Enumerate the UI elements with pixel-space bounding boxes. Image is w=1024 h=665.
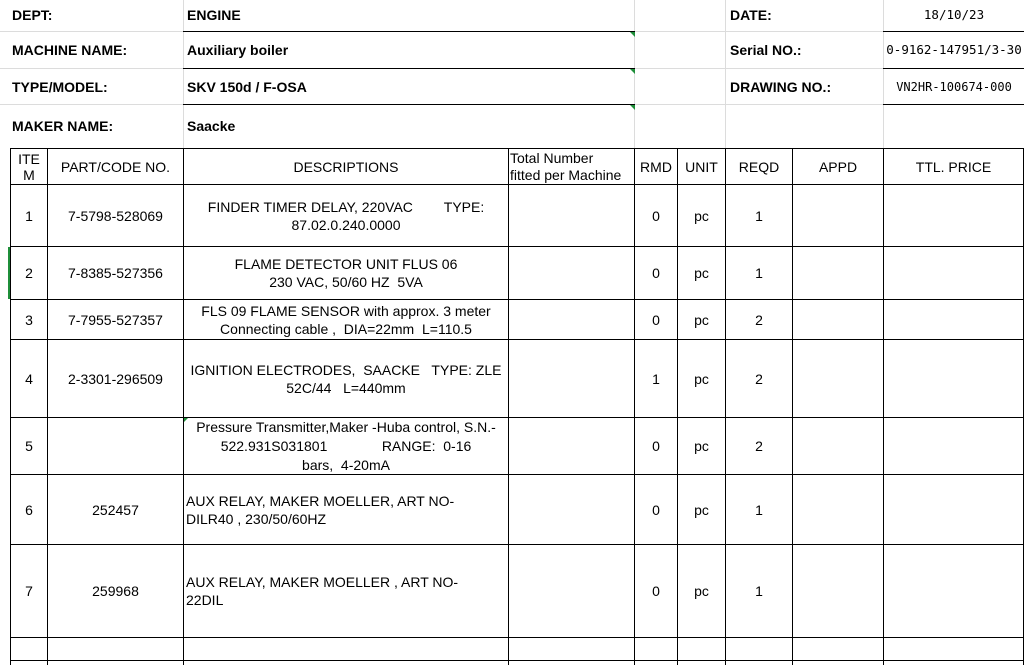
row-item-cell[interactable]: 6: [25, 501, 33, 518]
col-header-part[interactable]: PART/CODE NO.: [60, 158, 171, 175]
maker-name-value[interactable]: Saacke: [187, 118, 236, 134]
row-desc-cell[interactable]: [185, 545, 508, 637]
row-rmd-cell[interactable]: 1: [652, 370, 660, 387]
row-unit-cell[interactable]: pc: [694, 265, 709, 281]
desc-line: IGNITION ELECTRODES, SAACKE TYPE: ZLE: [190, 361, 502, 378]
desc-line: Pressure Transmitter,Maker -Huba control, S.N.-: [196, 418, 496, 435]
desc-line: AUX RELAY, MAKER MOELLER, ART NO-: [186, 492, 455, 509]
serial-value[interactable]: 0-9162-147951/3-30: [886, 42, 1022, 57]
row-desc-cell[interactable]: [184, 418, 508, 474]
row-rmd-cell[interactable]: 0: [652, 583, 660, 599]
gridline: [183, 0, 184, 148]
col-header-item-line2: M: [23, 166, 35, 183]
row-rmd-cell[interactable]: 0: [652, 438, 660, 454]
row-rmd-cell[interactable]: 0: [652, 501, 660, 518]
col-header-total-line2: fitted per Machine: [510, 166, 622, 183]
row-part-cell[interactable]: 7-7955-527357: [68, 311, 163, 328]
drawing-no-label: DRAWING NO.:: [730, 78, 832, 95]
col-header-total[interactable]: [510, 149, 634, 184]
desc-line: 87.02.0.240.0000: [291, 216, 401, 233]
comment-marker-icon: [630, 32, 635, 37]
selection-edge: [8, 247, 10, 299]
desc-line: DILR40 , 230/50/60HZ: [186, 510, 327, 527]
row-part-cell[interactable]: 259968: [92, 583, 139, 599]
maker-name-label: MAKER NAME:: [12, 118, 114, 134]
row-item-cell[interactable]: 5: [25, 438, 33, 454]
desc-line: 22DIL: [186, 592, 224, 608]
table-border: [883, 148, 884, 665]
row-reqd-cell[interactable]: 2: [755, 311, 763, 328]
row-rmd-cell[interactable]: 0: [652, 265, 660, 281]
row-unit-cell[interactable]: pc: [694, 207, 709, 224]
desc-line: FLS 09 FLAME SENSOR with approx. 3 meter: [201, 302, 491, 319]
row-item-cell[interactable]: 1: [25, 207, 33, 224]
row-desc-cell[interactable]: [184, 300, 508, 339]
value-underline: [883, 104, 1024, 105]
row-unit-cell[interactable]: pc: [694, 501, 709, 518]
table-border: [508, 148, 509, 665]
row-reqd-cell[interactable]: 1: [755, 501, 763, 518]
row-part-cell[interactable]: 252457: [92, 501, 139, 518]
row-desc-cell[interactable]: [185, 475, 508, 544]
comment-marker-icon: [630, 69, 635, 74]
row-part-cell[interactable]: 2-3301-296509: [68, 370, 163, 387]
machine-name-label: MACHINE NAME:: [12, 42, 128, 58]
date-value[interactable]: 18/10/23: [923, 7, 985, 22]
col-header-unit[interactable]: UNIT: [685, 158, 718, 175]
col-header-appd[interactable]: APPD: [818, 158, 858, 175]
machine-name-value[interactable]: Auxiliary boiler: [187, 42, 289, 58]
type-model-value[interactable]: SKV 150d / F-OSA: [187, 78, 307, 95]
dept-value[interactable]: ENGINE: [187, 7, 241, 23]
table-border: [792, 148, 793, 665]
desc-line: 230 VAC, 50/60 HZ 5VA: [269, 274, 423, 290]
serial-label: Serial NO.:: [730, 42, 802, 58]
row-unit-cell[interactable]: pc: [694, 311, 709, 328]
desc-line: Connecting cable , DIA=22mm L=110.5: [220, 320, 472, 337]
row-unit-cell[interactable]: pc: [694, 370, 709, 387]
row-unit-cell[interactable]: pc: [694, 438, 709, 454]
row-rmd-cell[interactable]: 0: [652, 311, 660, 328]
col-header-total-line1: Total Number: [510, 149, 594, 166]
col-header-ttl-price[interactable]: TTL. PRICE: [915, 158, 992, 175]
dept-label: DEPT:: [12, 7, 53, 23]
row-item-cell[interactable]: 3: [25, 311, 33, 328]
row-reqd-cell[interactable]: 1: [755, 207, 763, 224]
desc-line: bars, 4-20mA: [302, 456, 390, 473]
row-item-cell[interactable]: 7: [25, 583, 33, 599]
col-header-descriptions[interactable]: DESCRIPTIONS: [293, 158, 399, 175]
desc-line: 522.931S031801 RANGE: 0-16: [220, 437, 472, 454]
row-unit-cell[interactable]: pc: [694, 583, 709, 599]
row-rmd-cell[interactable]: 0: [652, 207, 660, 224]
row-reqd-cell[interactable]: 1: [755, 265, 763, 281]
row-desc-cell[interactable]: [184, 340, 508, 417]
gridline: [634, 0, 635, 148]
col-header-item-line1: ITE: [18, 150, 40, 167]
col-header-item[interactable]: [11, 149, 47, 184]
row-part-cell[interactable]: [48, 418, 183, 474]
desc-line: AUX RELAY, MAKER MOELLER , ART NO-: [186, 574, 459, 590]
table-border: [10, 660, 1024, 661]
row-reqd-cell[interactable]: 2: [755, 438, 763, 454]
table-border: [10, 637, 1024, 638]
col-header-rmd[interactable]: RMD: [640, 158, 672, 175]
row-reqd-cell[interactable]: 1: [755, 583, 763, 599]
date-label: DATE:: [730, 7, 772, 23]
row-reqd-cell[interactable]: 2: [755, 370, 763, 387]
row-desc-cell[interactable]: [184, 185, 508, 246]
row-part-cell[interactable]: 7-8385-527356: [68, 265, 163, 281]
row-item-cell[interactable]: 4: [25, 370, 33, 387]
gridline: [725, 0, 726, 148]
row-desc-cell[interactable]: [184, 247, 508, 299]
row-part-cell[interactable]: 7-5798-528069: [68, 207, 163, 224]
type-model-label: TYPE/MODEL:: [12, 78, 108, 95]
desc-line: FLAME DETECTOR UNIT FLUS 06: [234, 256, 458, 272]
row-item-cell[interactable]: 2: [25, 265, 33, 281]
comment-marker-icon: [630, 105, 635, 110]
col-header-reqd[interactable]: REQD: [738, 158, 780, 175]
desc-line: FINDER TIMER DELAY, 220VAC TYPE:: [207, 198, 485, 215]
drawing-no-value[interactable]: VN2HR-100674-000: [896, 79, 1012, 94]
desc-line: 52C/44 L=440mm: [286, 379, 406, 396]
